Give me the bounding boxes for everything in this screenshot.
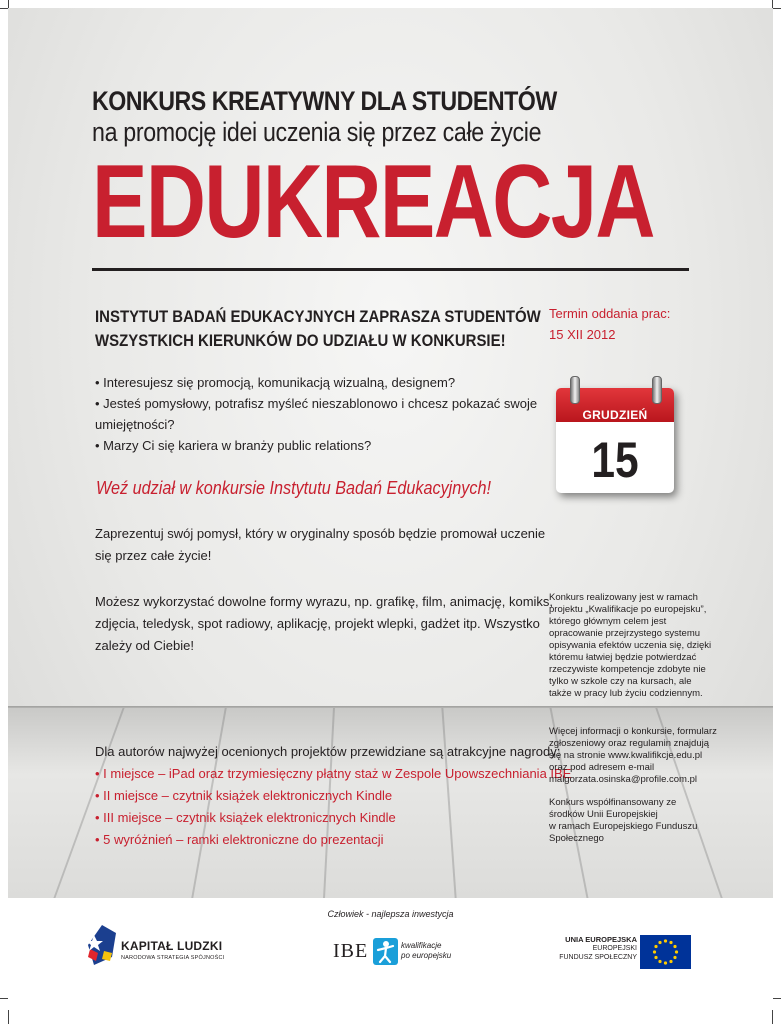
kapital-ludzki-icon	[86, 925, 118, 969]
side-note-line: rzeczywiste kompetencje zdobyte nie	[549, 664, 706, 675]
ibe-name: IBE	[333, 940, 369, 962]
side-note-line: opisywania efektów uczenia się, dzięki	[549, 640, 712, 651]
kapital-ludzki-subtitle: NARODOWA STRATEGIA SPÓJNOŚCI	[121, 955, 225, 961]
kapital-ludzki-title: KAPITAŁ LUDZKI	[121, 939, 223, 953]
ibe-logo	[333, 938, 463, 968]
side-note-line: tylko w szkole czy na kursach, ale	[549, 676, 692, 687]
crop-mark	[8, 1010, 9, 1024]
side-note-line: opracowanie przejrzystego systemu	[549, 628, 701, 639]
prize-item: • III miejsce – czytnik książek elektronicznych Kindle	[95, 810, 396, 825]
crop-mark	[772, 0, 773, 8]
prize-item: • I miejsce – iPad oraz trzymiesięczny płatny staż w Zespole Upowszechniania IBE	[95, 766, 572, 781]
list-item: • Interesujesz się promocją, komunikacją wizualną, designem?	[95, 375, 456, 390]
paragraph-line: się przez całe życie!	[95, 548, 212, 563]
side-note-line: którego głównym celem jest	[549, 616, 667, 627]
eu-flag-icon	[640, 935, 691, 969]
paragraph-line: Zaprezentuj swój pomysł, który w oryginalny sposób będzie promował uczenie	[95, 526, 546, 541]
calendar-ring	[652, 376, 662, 404]
crop-mark	[0, 8, 8, 9]
paragraph-line: zdjęcia, teledysk, spot radiowy, aplikację, projekt wlepki, gadżet itp. Wszystko	[95, 616, 540, 631]
side-note-line: któremu łatwiej będzie potwierdzać	[549, 652, 697, 663]
crop-mark	[772, 1010, 773, 1024]
side-note-line: Konkurs realizowany jest w ramach	[549, 592, 698, 603]
header-line-1: KONKURS KREATYWNY DLA STUDENTÓW	[92, 86, 557, 116]
poster-title: EDUKREACJA	[92, 144, 654, 260]
invitation-line: WSZYSTKICH KIERUNKÓW DO UDZIAŁU W KONKURSIE!	[95, 331, 506, 350]
invitation-heading	[95, 305, 541, 353]
crop-mark	[773, 998, 781, 999]
side-note-line: także w pracy lub życiu codziennym.	[549, 688, 703, 699]
side-note-line: Społecznego	[549, 833, 604, 844]
crop-mark	[773, 8, 781, 9]
ibe-tagline: kwalifikacje	[401, 941, 442, 950]
list-item: • Marzy Ci się kariera w branży public relations?	[95, 438, 372, 453]
side-note-line: Konkurs współfinansowany ze	[549, 797, 677, 808]
side-note-line: malgorzata.osinska@profile.com.pl	[549, 774, 697, 785]
prize-item: • 5 wyróżnień – ramki elektroniczne do prezentacji	[95, 832, 384, 847]
side-note-line: Więcej informacji o konkursie, formularz	[549, 726, 717, 737]
invitation-line: INSTYTUT BADAŃ EDUKACYJNYCH ZAPRASZA STUDENTÓW	[95, 307, 541, 326]
ibe-tagline: po europejsku	[401, 951, 452, 960]
deadline-date: 15 XII 2012	[549, 327, 616, 342]
calendar-icon	[556, 376, 674, 494]
title-divider	[92, 268, 689, 271]
ibe-figure-icon	[373, 938, 398, 965]
side-note-info	[549, 726, 717, 786]
prize-item: • II miejsce – czytnik książek elektronicznych Kindle	[95, 788, 393, 803]
paragraph-forms	[95, 591, 553, 657]
side-note-project	[549, 592, 711, 700]
list-item: umiejętności?	[95, 417, 175, 432]
paragraph-idea	[95, 523, 545, 567]
paragraph-line: Możesz wykorzystać dowolne formy wyrazu, np. grafikę, film, animację, komiks,	[95, 594, 554, 609]
kapital-ludzki-logo	[86, 925, 236, 970]
calendar-month: GRUDZIEŃ	[582, 408, 648, 422]
eu-name: UNIA EUROPEJSKA	[565, 935, 637, 944]
deadline-label: Termin oddania prac:	[549, 306, 671, 321]
side-note-line: oraz pod adresem e-mail	[549, 762, 655, 773]
eu-fund-line: EUROPEJSKI	[592, 945, 637, 952]
list-item: • Jesteś pomysłowy, potrafisz myśleć nieszablonowo i chcesz pokazać swoje	[95, 396, 538, 411]
side-note-line: w ramach Europejskiego Funduszu	[549, 821, 698, 832]
side-note-line: projektu „Kwalifikacje po europejsku”,	[549, 604, 707, 615]
paragraph-line: zależy od Ciebie!	[95, 638, 194, 653]
crop-mark	[8, 0, 9, 8]
calendar-ring	[570, 376, 580, 404]
eu-logo	[557, 935, 697, 975]
prizes-lead: Dla autorów najwyżej ocenionych projektów przewidziane są atrakcyjne nagrody:	[95, 744, 561, 759]
side-note-line: środków Unii Europejskiej	[549, 809, 658, 820]
side-note-line: zgłoszeniowy oraz regulamin znajdują	[549, 738, 710, 749]
side-note-line: się na stronie www.kwalifikcje.edu.pl	[549, 750, 703, 761]
side-note-funding	[549, 797, 697, 845]
header-line-2: na promocję idei uczenia się przez całe życie	[92, 117, 542, 147]
call-to-action: Weź udział w konkursie Instytutu Badań Edukacyjnych!	[96, 478, 492, 498]
crop-mark	[0, 998, 8, 999]
eu-fund-line: FUNDUSZ SPOŁECZNY	[559, 954, 637, 961]
calendar-day: 15	[591, 432, 639, 488]
footer-slogan: Człowiek - najlepsza inwestycja	[327, 909, 454, 919]
prizes-section	[95, 741, 571, 851]
question-list	[95, 372, 537, 456]
